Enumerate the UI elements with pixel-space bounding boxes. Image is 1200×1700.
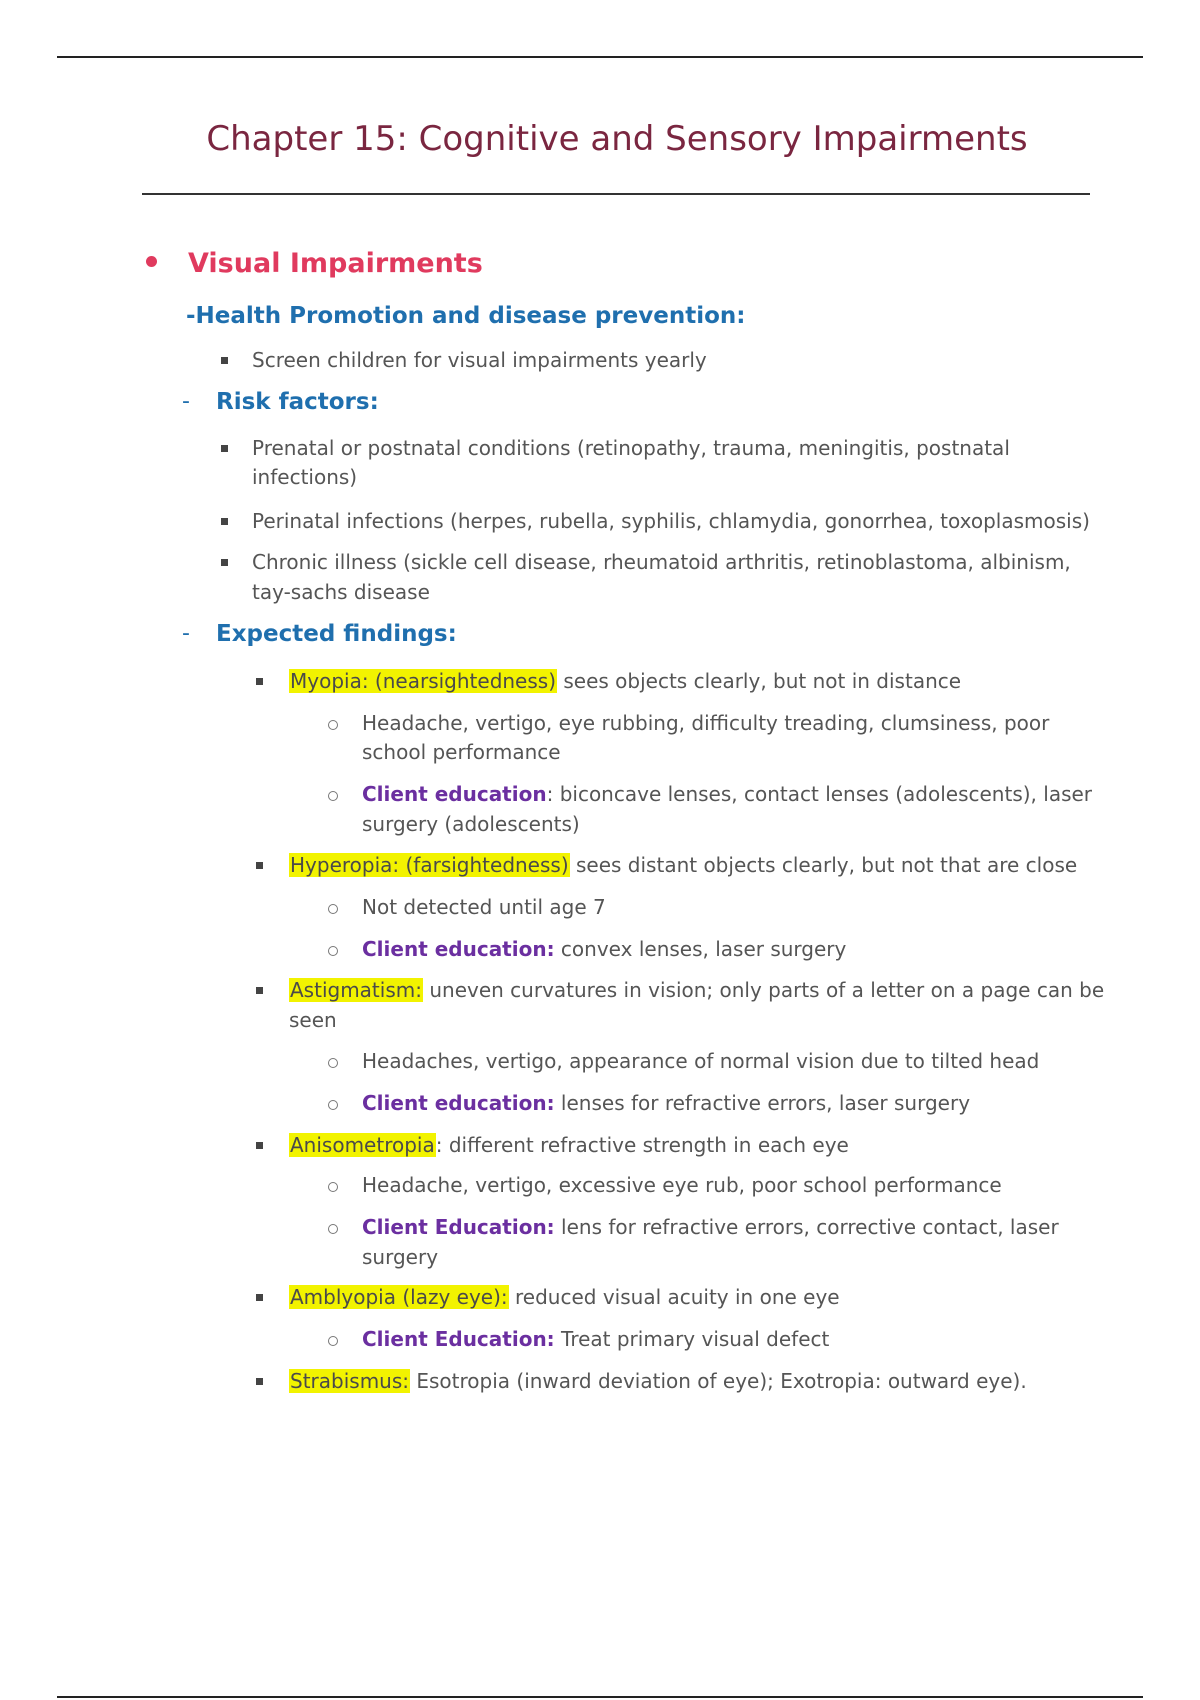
sub-item-text: Treat primary visual defect (554, 1327, 830, 1351)
highlighted-term: Anisometropia (290, 1133, 435, 1157)
section-bullet-icon (146, 256, 157, 267)
sub-item: Headaches, vertigo, appearance of normal vision due to tilted head (362, 1049, 1040, 1073)
sub-item: Headache, vertigo, eye rubbing, difficulty treading, clumsiness, poor (362, 711, 1050, 735)
square-bullet-icon (256, 678, 263, 685)
finding-strabismus (289, 1367, 1027, 1395)
list-item: Prenatal or postnatal conditions (retinopathy, trauma, meningitis, postnatal (252, 436, 1010, 460)
list-item: Chronic illness (sickle cell disease, rheumatoid arthritis, retinoblastoma, albinism, (252, 550, 1071, 574)
finding-amblyopia (289, 1283, 840, 1311)
list-item-continuation: tay-sachs disease (252, 580, 430, 604)
square-bullet-icon (256, 1142, 263, 1149)
circle-bullet-icon (328, 1224, 338, 1234)
finding-description: sees objects clearly, but not in distance (557, 669, 962, 693)
sub-item (362, 780, 1092, 808)
dash-marker: - (182, 621, 190, 646)
list-item: Perinatal infections (herpes, rubella, syphilis, chlamydia, gonorrhea, toxoplasmosis) (252, 509, 1090, 533)
square-bullet-icon (256, 1378, 263, 1385)
circle-bullet-icon (328, 720, 338, 730)
list-item: Screen children for visual impairments yearly (252, 348, 707, 372)
circle-bullet-icon (328, 904, 338, 914)
client-education-label: Client education: (362, 937, 555, 961)
sub-item-continuation: surgery (adolescents) (362, 812, 580, 836)
client-education-label: Client Education: (362, 1215, 555, 1239)
client-education-label: Client education: (362, 1091, 555, 1115)
finding-anisometropia (289, 1131, 849, 1159)
dash-marker: - (182, 389, 190, 414)
sub-item (362, 935, 846, 963)
finding-myopia (289, 667, 961, 695)
sub-item-continuation: surgery (362, 1245, 439, 1269)
sub-item: Not detected until age 7 (362, 895, 606, 919)
square-bullet-icon (256, 862, 263, 869)
section-heading: Visual Impairments (188, 248, 483, 279)
highlighted-term: Astigmatism: (290, 978, 422, 1002)
risk-factors-heading: Risk factors: (216, 389, 379, 415)
sub-item (362, 1325, 829, 1353)
circle-bullet-icon (328, 1182, 338, 1192)
finding-astigmatism (289, 976, 1104, 1004)
client-education-label: Client education (362, 782, 547, 806)
list-item-continuation: infections) (252, 465, 358, 489)
sub-item (362, 1089, 970, 1117)
page-title: Chapter 15: Cognitive and Sensory Impairments (206, 119, 1028, 159)
sub-item-text: convex lenses, laser surgery (554, 937, 847, 961)
top-rule (57, 56, 1143, 58)
circle-bullet-icon (328, 1100, 338, 1110)
finding-description: : different refractive strength in each eye (435, 1133, 849, 1157)
finding-continuation: seen (289, 1008, 337, 1032)
health-promotion-heading: -Health Promotion and disease prevention: (186, 303, 746, 329)
finding-description: reduced visual acuity in one eye (508, 1285, 840, 1309)
square-bullet-icon (221, 357, 228, 364)
sub-item: Headache, vertigo, excessive eye rub, poor school performance (362, 1173, 1002, 1197)
highlighted-term: Myopia: (nearsightedness) (290, 669, 557, 693)
client-education-label: Client Education: (362, 1327, 555, 1351)
title-underline (142, 193, 1090, 195)
highlighted-term: Amblyopia (lazy eye): (290, 1285, 508, 1309)
square-bullet-icon (256, 1294, 263, 1301)
finding-description: sees distant objects clearly, but not that are close (569, 853, 1078, 877)
circle-bullet-icon (328, 1058, 338, 1068)
square-bullet-icon (221, 518, 228, 525)
square-bullet-icon (221, 559, 228, 566)
sub-item-text: : biconcave lenses, contact lenses (adolescents), laser (546, 782, 1093, 806)
bottom-rule (57, 1696, 1143, 1698)
circle-bullet-icon (328, 946, 338, 956)
finding-description: Esotropia (inward deviation of eye); Exotropia: outward eye). (410, 1369, 1027, 1393)
sub-item-continuation: school performance (362, 740, 561, 764)
sub-item (362, 1213, 1059, 1241)
square-bullet-icon (221, 445, 228, 452)
sub-item-text: lens for refractive errors, corrective contact, laser (554, 1215, 1059, 1239)
highlighted-term: Strabismus: (290, 1369, 410, 1393)
square-bullet-icon (256, 987, 263, 994)
finding-description: uneven curvatures in vision; only parts of a letter on a page can be (422, 978, 1105, 1002)
circle-bullet-icon (328, 791, 338, 801)
expected-findings-heading: Expected findings: (216, 621, 457, 647)
highlighted-term: Hyperopia: (farsightedness) (290, 853, 569, 877)
sub-item-text: lenses for refractive errors, laser surgery (554, 1091, 971, 1115)
finding-hyperopia (289, 851, 1077, 879)
circle-bullet-icon (328, 1336, 338, 1346)
